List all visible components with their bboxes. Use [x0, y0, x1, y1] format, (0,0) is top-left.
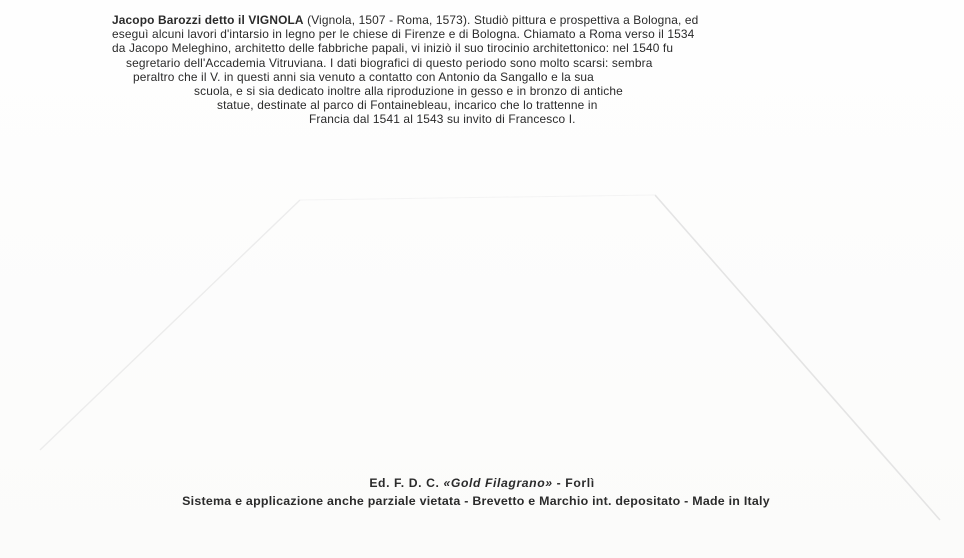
flap-top-edge	[300, 195, 655, 200]
flap-edge-left	[40, 200, 300, 450]
publisher-brand: «Gold Filagrano»	[443, 476, 553, 490]
bio-line-1-rest: (Vignola, 1507 - Roma, 1573). Studiò pittura e prospettiva a Bologna, ed	[303, 13, 699, 27]
bio-line-2: eseguì alcuni lavori d'intarsio in legno per le chiese di Firenze e di Bologna. Chiamato a Roma verso il 1534	[112, 27, 695, 42]
publisher-suffix: - Forlì	[552, 476, 595, 490]
bio-name: Jacopo Barozzi detto il VIGNOLA	[112, 13, 304, 27]
bio-line-1	[112, 13, 864, 27]
bio-line-7: statue, destinate al parco di Fontainebleau, incarico che lo trattenne in	[217, 98, 598, 113]
bio-line-5: peraltro che il V. in questi anni sia venuto a contatto con Antonio da Sangallo e la sua	[133, 69, 594, 84]
bio-line-4: segretario dell'Accademia Vitruviana. I dati biografici di questo periodo sono molto scarsi: sembra	[126, 55, 653, 70]
biography-text	[112, 13, 864, 127]
bio-line-8: Francia dal 1541 al 1543 su invito di Francesco I.	[309, 112, 576, 127]
flap-edge-right	[655, 195, 940, 520]
publisher-prefix: Ed. F. D. C.	[369, 476, 444, 490]
patent-notice: Sistema e applicazione anche parziale vietata - Brevetto e Marchio int. depositato - Made in Italy	[182, 494, 770, 508]
bio-line-6: scuola, e si sia dedicato inoltre alla riproduzione in gesso e in bronzo di antiche	[194, 84, 623, 99]
bio-line-3: da Jacopo Meleghino, architetto delle fabbriche papali, vi iniziò il suo tirocinio architettonico: nel 1540 fu	[112, 41, 674, 56]
publisher-credit	[0, 476, 964, 490]
